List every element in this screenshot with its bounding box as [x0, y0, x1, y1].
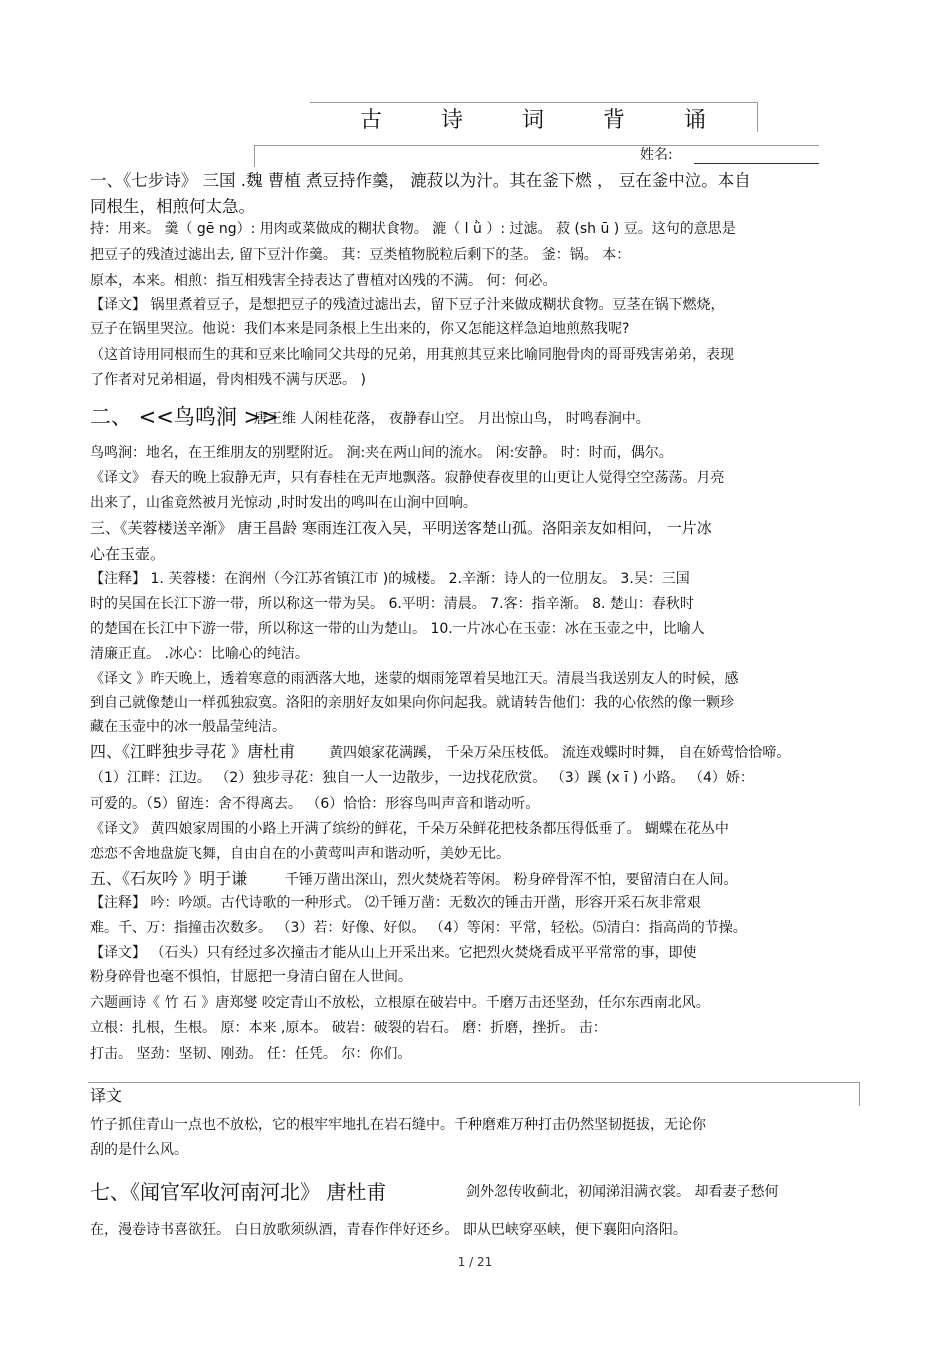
section-1-note-2: 把豆子的残渣过滤出去, 留下豆汁作羹。 萁：豆类植物脱粒后剩下的茎。 釜：锅。 本： — [90, 247, 631, 263]
section-7-heading: 七、《闻官军收河南河北》 唐杜甫 — [90, 1180, 387, 1204]
section-5-poem: 千锤万凿出深山，烈火焚烧若等闲。 粉身碎骨浑不怕，要留清白在人间。 — [285, 872, 738, 888]
section-4-translation-2: 恋恋不舍地盘旋飞舞，自由自在的小黄莺叫声和谐动听，美妙无比。 — [90, 846, 510, 862]
section-5-note-1: 【注释】 吟：吟颂。古代诗歌的一种形式。 ⑵千锤万凿：无数次的锤击开凿，形容开采石灰非常艰 — [90, 895, 701, 911]
section-7-poem-2: 在，漫卷诗书喜欲狂。 白日放歌须纵酒，青春作伴好还乡。 即从巴峡穿巫峡，便下襄阳向洛阳。 — [90, 1222, 687, 1238]
section-3-note-4: 清廉正直。 .冰心：比喻心的纯洁。 — [90, 646, 309, 662]
section-6-note-2: 打击。 坚劲：坚韧、刚劲。 任：任凭。 尔：你们。 — [90, 1046, 412, 1062]
name-box-top-rule — [254, 145, 819, 146]
page-number: 1 / 21 — [457, 1255, 493, 1269]
section-5-translation-2: 粉身碎骨也毫不惧怕，甘愿把一身清白留在人世间。 — [90, 969, 412, 985]
section-3-translation-1: 《译文 》昨天晚上，透着寒意的雨洒落大地，迷蒙的烟雨笼罩着吴地江天。清晨当我送别友人的时候，感 — [90, 671, 739, 687]
section-2-poem: 唐王维 人闲桂花落， 夜静春山空。 月出惊山鸟， 时鸣春涧中。 — [254, 411, 650, 427]
name-box-left-rule — [254, 145, 255, 167]
section7-box-top-rule — [88, 1082, 860, 1083]
section-1-note-1: 持：用来。 羹（ gē ng）: 用肉或菜做成的糊状食物。 漉（ l ǜ ）: 过滤。 菽 (sh ū ) 豆。这句的意思是 — [90, 221, 736, 237]
section7-box-right-rule — [859, 1082, 860, 1106]
section-3-translation-2: 到自己就像楚山一样孤独寂寞。洛阳的亲朋好友如果向你问起我。就请转告他们：我的心依然的像一颗珍 — [90, 695, 734, 711]
section-1-comment-1: （这首诗用同根而生的萁和豆来比喻同父共母的兄弟，用萁煎其豆来比喻同胞骨肉的哥哥残害弟弟，表现 — [90, 347, 734, 363]
name-underline — [694, 163, 819, 164]
section-4-note-2: 可爱的。（5）留连：舍不得离去。 （6）恰恰：形容鸟叫声音和谐动听。 — [90, 796, 540, 812]
section-2-heading: 二、 <<鸟鸣涧 >> — [90, 405, 279, 429]
section-6-heading: 六题画诗《 竹 石 》唐郑燮 咬定青山不放松，立根原在破岩中。千磨万击还坚劲，任尔东西南北风。 — [90, 995, 710, 1011]
section-6-translation-2: 刮的是什么风。 — [90, 1142, 188, 1158]
section-3-note-2: 时的吴国在长江下游一带，所以称这一带为吴。 6.平明：清晨。 7.客：指辛渐。 8. 楚山：春秋时 — [90, 596, 694, 612]
section-3-poem-cont: 心在玉壶。 — [90, 545, 166, 563]
section-5-translation-1: 【译文】 （石头）只有经过多次撞击才能从山上开采出来。它把烈火焚烧看成平平常常的事，即使 — [90, 945, 697, 961]
section-3-note-3: 的楚国在长江中下游一带，所以称这一带的山为楚山。 10.一片冰心在玉壶：冰在玉壶之中，比喻人 — [90, 621, 705, 637]
section-5-heading: 五、《石灰吟 》明于谦 — [90, 869, 248, 888]
section-1-heading: 一、《七步诗》 三国 .魏 曹植 煮豆持作羹， 漉菽以为汁。其在釜下燃 ， 豆在釜中泣。本自 — [90, 171, 751, 190]
section-2-note: 鸟鸣涧：地名，在王维朋友的别墅附近。 涧:夹在两山间的流水。 闲:安静。 时：时而，偶尔。 — [90, 445, 673, 461]
section-2-translation-1: 《译文》 春天的晚上寂静无声，只有春桂在无声地飘落。寂静使春夜里的山更让人觉得空空荡荡。月亮 — [90, 470, 725, 486]
section-1-comment-2: 了作者对兄弟相逼，骨肉相残不满与厌恶。 ) — [90, 372, 366, 388]
page-title: 古 诗 词 背 诵 — [360, 108, 732, 133]
section-6-translation-label: 译文 — [90, 1086, 123, 1105]
section-4-heading: 四、《江畔独步寻花 》唐杜甫 — [90, 742, 296, 761]
name-label: 姓名: — [640, 147, 673, 163]
title-box-right-rule — [757, 102, 758, 132]
section-5-note-2: 难。千、万：指撞击次数多。 （3）若：好像、好似。 （4）等闲：平常，轻松。⑸清白：指高尚的节操。 — [90, 920, 747, 936]
section-6-note-1: 立根：扎根，生根。 原：本来 ,原本。 破岩：破裂的岩石。 磨：折磨，挫折。 击： — [90, 1020, 607, 1036]
section-6-translation-1: 竹子抓住青山一点也不放松，它的根牢牢地扎在岩石缝中。千种磨难万种打击仍然坚韧挺拔，无论你 — [90, 1117, 706, 1133]
section-1-note-3: 原本，本来。相煎：指互相残害全持表达了曹植对凶残的不满。 何：何必。 — [90, 273, 557, 289]
section-1-translation-2: 豆子在锅里哭泣。他说：我们本来是同条根上生出来的，你又怎能这样急迫地煎熬我呢? — [90, 321, 630, 337]
section-4-translation-1: 《译文》 黄四娘家周围的小路上开满了缤纷的鲜花，千朵万朵鲜花把枝条都压得低垂了。 蝴蝶在花丛中 — [90, 821, 729, 837]
section-4-poem: 黄四娘家花满蹊， 千朵万朵压枝低。 流连戏蝶时时舞， 自在娇莺恰恰啼。 — [329, 745, 791, 761]
section-3-note-1: 【注释】 1. 芙蓉楼：在润州（今江苏省镇江市 )的城楼。 2.辛渐：诗人的一位朋友。 3.吴：三国 — [90, 571, 690, 587]
section-4-note-1: （1）江畔：江边。 （2）独步寻花：独自一人一边散步，一边找花欣赏。 （3）蹊 (x ī ) 小路。 （4）娇： — [90, 770, 754, 786]
section-7-poem-1: 剑外忽传收蓟北，初闻涕泪满衣裳。 却看妻子愁何 — [466, 1184, 779, 1200]
section-3-heading: 三、《芙蓉楼送辛渐》 唐王昌龄 寒雨连江夜入吴，平明送客楚山孤。洛阳亲友如相问， 一片冰 — [90, 519, 712, 537]
section-2-translation-2: 出来了，山雀竟然被月光惊动 ,时时发出的鸣叫在山涧中回响。 — [90, 495, 477, 511]
section-1-translation-1: 【译文】 锅里煮着豆子，是想把豆子的残渣过滤出去，留下豆子汁来做成糊状食物。豆茎在锅下燃烧， — [90, 297, 725, 313]
section-3-translation-3: 藏在玉壶中的冰一般晶莹纯洁。 — [90, 719, 286, 735]
section-1-poem-cont: 同根生，相煎何太急。 — [90, 197, 255, 216]
